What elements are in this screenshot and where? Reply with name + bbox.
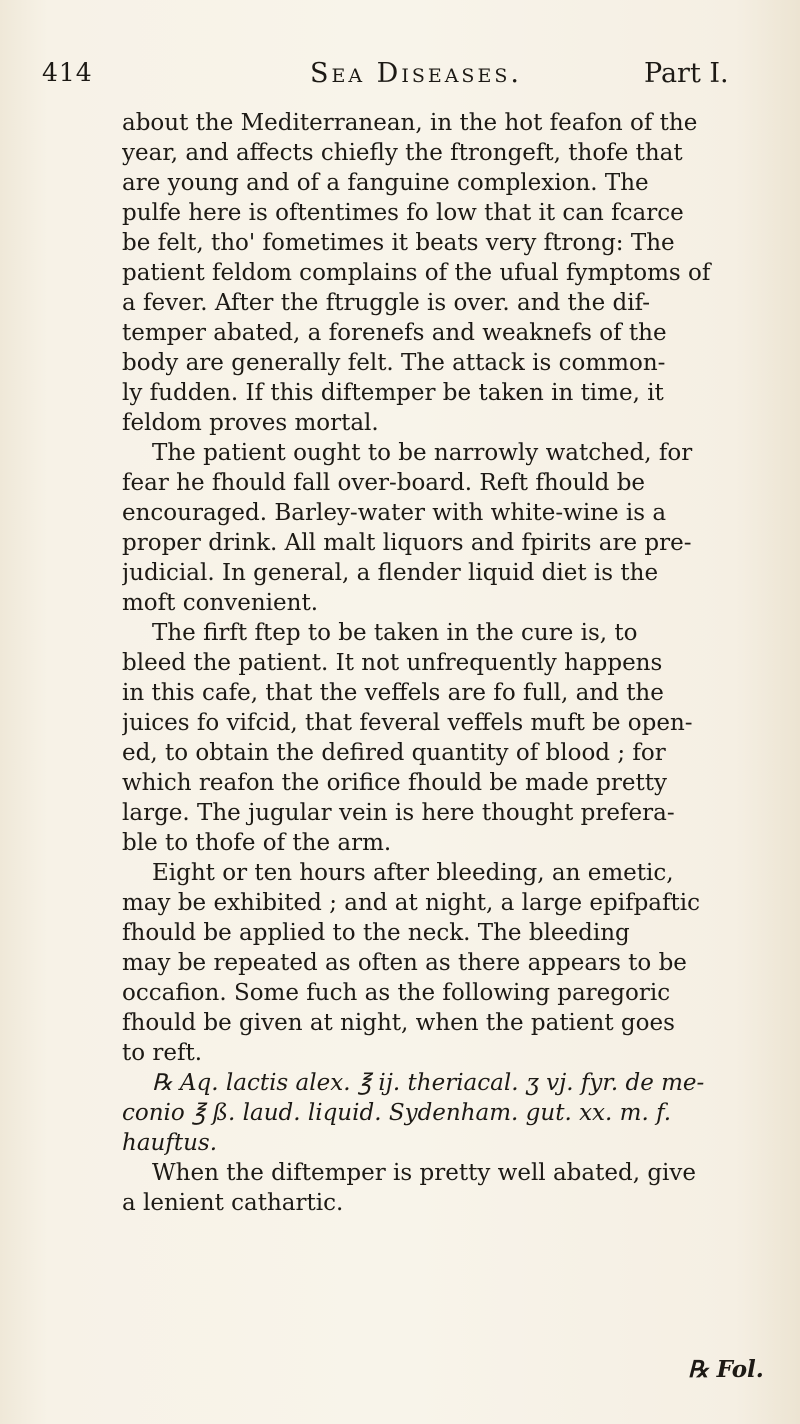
text-line: proper drink. All malt liquors and fpirits are pre- [122, 530, 692, 556]
body-text [122, 108, 768, 1218]
paragraph-start: Eight or ten hours after bleeding, an emetic, [152, 860, 674, 886]
text-line: to reft. [122, 1040, 203, 1066]
text-line: are young and of a fanguine complexion. The [122, 170, 649, 196]
text-line: encouraged. Barley-water with white-wine is a [122, 500, 667, 526]
text-line: ble to thofe of the arm. [122, 830, 392, 856]
text-line: feldom proves mortal. [122, 410, 379, 436]
paragraph-start: When the diftemper is pretty well abated, give [152, 1160, 697, 1186]
prescription-line: hauftus. [122, 1130, 218, 1156]
page-number: 414 [42, 58, 93, 87]
text-line: about the Mediterranean, in the hot feafon of the [122, 110, 698, 136]
text-line: fhould be applied to the neck. The bleeding [122, 920, 630, 946]
prescription-line: ℞ Aq. lactis alex. ℥ ij. theriacal. ʒ vj. fyr. de me- [152, 1070, 705, 1096]
text-line: ly fudden. If this diftemper be taken in time, it [122, 380, 664, 406]
text-line: may be repeated as often as there appears to be [122, 950, 687, 976]
text-line: body are generally felt. The attack is common- [122, 350, 666, 376]
text-line: fear he fhould fall over-board. Reft fhould be [122, 470, 646, 496]
paragraph-start: The patient ought to be narrowly watched, for [152, 440, 693, 466]
text-line: large. The jugular vein is here thought prefera- [122, 800, 675, 826]
text-line: temper abated, a forenefs and weaknefs of the [122, 320, 667, 346]
paragraph-start: The firft ftep to be taken in the cure is, to [152, 620, 638, 646]
text-line: a fever. After the ftruggle is over. and the dif- [122, 290, 651, 316]
text-line: pulfe here is oftentimes fo low that it can fcarce [122, 200, 684, 226]
text-line: bleed the patient. It not unfrequently happens [122, 650, 663, 676]
part-label: Part I. [644, 58, 729, 89]
text-line: which reafon the orifice fhould be made pretty [122, 770, 667, 796]
text-line: judicial. In general, a flender liquid diet is the [122, 560, 659, 586]
text-line: in this cafe, that the veffels are fo full, and the [122, 680, 664, 706]
text-line: ed, to obtain the defired quantity of blood ; for [122, 740, 666, 766]
text-line: moft convenient. [122, 590, 319, 616]
catchword: ℞ Fol. [688, 1356, 764, 1383]
text-line: be felt, tho' fometimes it beats very ftrong: The [122, 230, 675, 256]
text-line: juices fo vifcid, that feveral veffels muft be open- [122, 710, 693, 736]
text-line: a lenient cathartic. [122, 1190, 344, 1216]
text-line: occafion. Some fuch as the following paregoric [122, 980, 671, 1006]
text-line: may be exhibited ; and at night, a large epifpaftic [122, 890, 701, 916]
running-title: Sea Diseases. [310, 58, 522, 89]
text-line: patient feldom complains of the ufual fymptoms of [122, 260, 711, 286]
text-line: year, and affects chiefly the ftrongeft, thofe that [122, 140, 683, 166]
prescription-line: conio ℥ ß. laud. liquid. Sydenham. gut. xx. m. f. [122, 1100, 672, 1126]
page-header [0, 58, 800, 98]
text-line: fhould be given at night, when the patient goes [122, 1010, 675, 1036]
